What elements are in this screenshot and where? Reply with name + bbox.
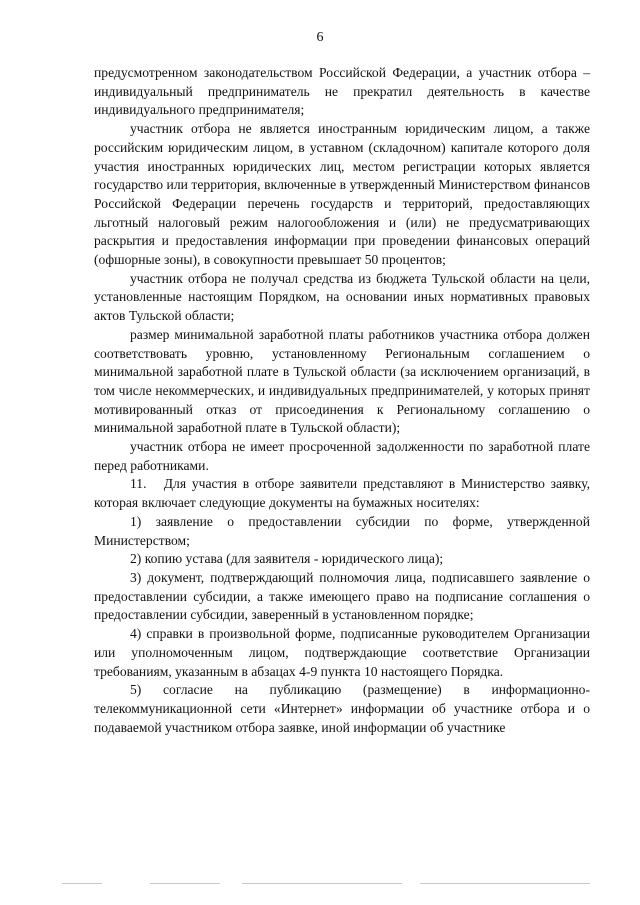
- paragraph-not-foreign-entity: участник отбора не является иностранным юридическим лицом, а также российским юридическим лицом, в уставном (складочном) капитале которого доля участия иностранных юридических лиц, местом регистрации которых является государство или территория, включенные в утвержденный Министерством финансов Российской Федерации перечень государств и территорий, предоставляющих льготный налоговый режим налогообложения и (или) не предусматривающих раскрытия и предоставления информации при проведении финансовых операций (офшорные зоны), в совокупности превышает 50 процентов;: [94, 121, 590, 268]
- list-item-5: 5) согласие на публикацию (размещение) в информационно-телекоммуникационной сети «Интернет» информации об участнике отбора и о подаваемой участником отбора заявке, иной информации об участнике: [94, 682, 590, 735]
- scan-artifact-line: [420, 883, 590, 884]
- clause-11: 11. Для участия в отборе заявители представляют в Министерство заявку, которая включает следующие документы на бумажных носителях:: [94, 476, 590, 511]
- scan-artifact-line: [150, 883, 220, 884]
- list-item-3: 3) документ, подтверждающий полномочия лица, подписавшего заявление о предоставлении субсидии, а также имеющего право на подписание соглашения о предоставлении субсидии, заверенный в установленном порядке;: [94, 569, 590, 623]
- list-item-2: 2) копию устава (для заявителя - юридического лица);: [130, 551, 444, 567]
- list-item-4: 4) справки в произвольной форме, подписанные руководителем Организации или уполномоченным лицом, подтверждающие соответствие Организации требованиям, указанным в абзацах 4-9 пункта 10 настоящего Порядка.: [94, 626, 590, 679]
- scan-artifact-line: [62, 883, 102, 884]
- document-body: [94, 64, 590, 737]
- list-item-1: 1) заявление о предоставлении субсидии по форме, утвержденной Министерством;: [94, 513, 590, 548]
- paragraph-continuation: предусмотренном законодательством Российской Федерации, а участник отбора – индивидуальный предприниматель не прекратил деятельность в качестве индивидуального предпринимателя;: [94, 65, 590, 118]
- paragraph-no-budget-funds: участник отбора не получал средства из бюджета Тульской области на цели, установленные настоящим Порядком, на основании иных нормативных правовых актов Тульской области;: [94, 270, 590, 324]
- paragraph-no-wage-debt: участник отбора не имеет просроченной задолженности по заработной плате перед работниками.: [94, 439, 590, 473]
- page-number: 6: [316, 30, 324, 45]
- paragraph-minimum-wage: размер минимальной заработной платы работников участника отбора должен соответствовать уровню, установленному Региональным соглашением о минимальной заработной плате в Тульской области (за исключением организаций, в том числе некоммерческих, и индивидуальных предпринимателей, у которых принят мотивированный отказ от присоединения к Региональному соглашению о минимальной заработной плате в Тульской области);: [94, 326, 590, 436]
- scan-artifact-line: [242, 883, 402, 884]
